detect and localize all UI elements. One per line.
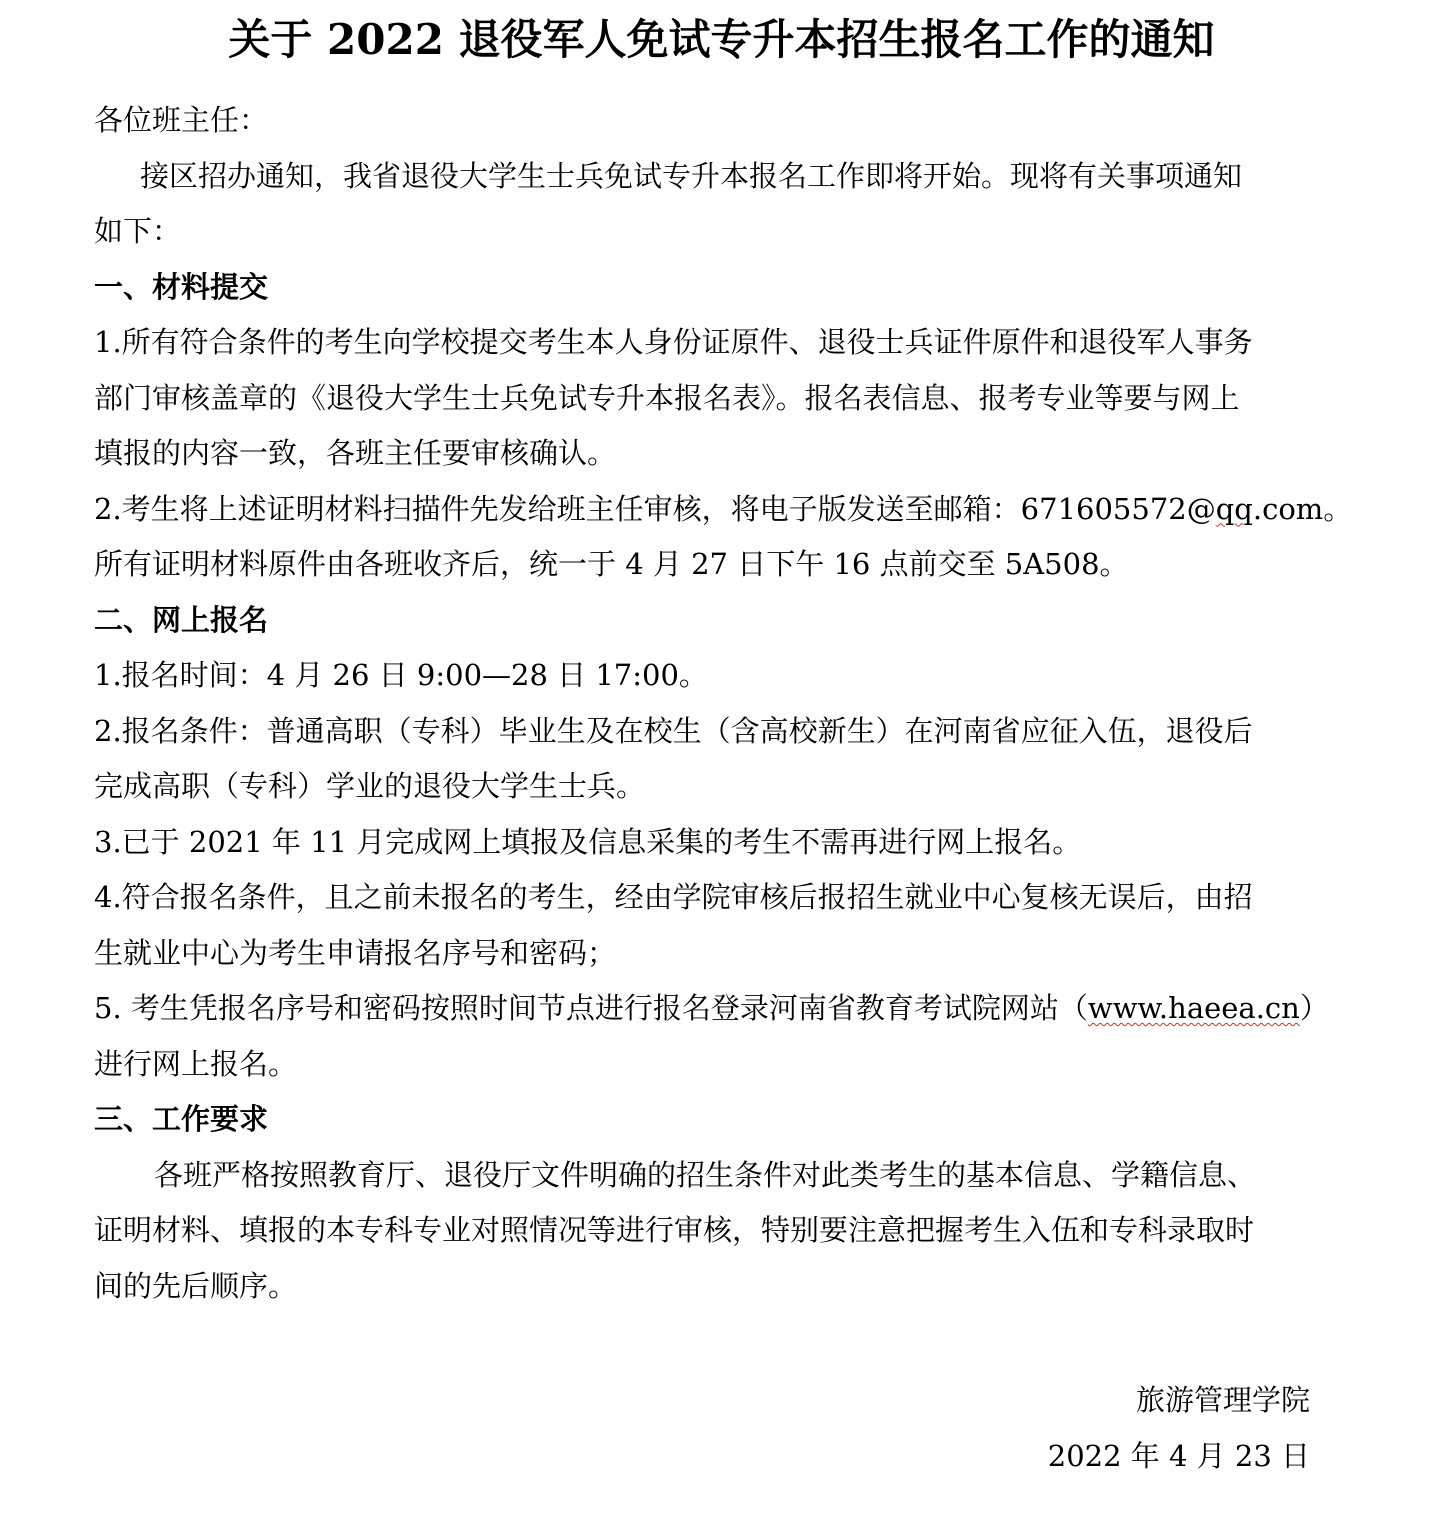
section-1-item-1-line-1: 1.所有符合条件的考生向学校提交考生本人身份证原件、退役士兵证件原件和退役军人事务: [94, 325, 1253, 359]
section-2-item-5-line-1: [94, 981, 1329, 1037]
section-2-item-2-line-1: 2.报名条件：普通高职（专科）毕业生及在校生（含高校新生）在河南省应征入伍，退役后: [94, 713, 1253, 748]
page-title: 关于 2022 退役军人免试专升本招生报名工作的通知: [228, 15, 1215, 64]
item-5-text: 5. 考生凭报名序号和密码按照时间节点进行报名登录河南省教育考试院网站（: [94, 991, 1088, 1025]
section-3-para-line-2: 证明材料、填报的本专科专业对照情况等进行审核，特别要注意把握考生入伍和专科录取时: [94, 1213, 1255, 1247]
section-3-para-line-3: 间的先后顺序。: [94, 1268, 298, 1303]
section-2-item-4-line-2: 生就业中心为考生申请报名序号和密码；: [94, 935, 617, 970]
section-1-item-2-line-2: 所有证明材料原件由各班收齐后，统一于 4 月 27 日下午 16 点前交至 5A508。: [94, 547, 1129, 581]
section-1-item-2-line-1: [94, 482, 1353, 538]
section-2-item-2-line-2: 完成高职（专科）学业的退役大学生士兵。: [94, 769, 646, 803]
intro-line-2: 如下：: [94, 214, 182, 248]
item-2-text: 2.考生将上述证明材料扫描件先发给班主任审核，将电子版发送至邮箱：671605572@: [94, 491, 1216, 526]
section-2-item-5-line-2: 进行网上报名。: [94, 1046, 298, 1081]
item-5-suffix: ）: [1299, 991, 1329, 1025]
section-1-item-1-line-2: 部门审核盖章的《退役大学生士兵免试专升本报名表》。报名表信息、报考专业等要与网上: [94, 380, 1240, 415]
website-url: www.haeea.cn: [1087, 991, 1300, 1025]
section-2-item-1: 1.报名时间：4 月 26 日 9:00—28 日 17:00。: [94, 658, 708, 692]
section-2-heading: 二、网上报名: [94, 602, 269, 637]
item-2-suffix: .com。: [1252, 491, 1353, 526]
section-2-item-4-line-1: 4.符合报名条件，且之前未报名的考生，经由学院审核后报招生就业中心复核无误后，由招: [94, 880, 1253, 914]
signature-org: 旅游管理学院: [1135, 1383, 1310, 1417]
section-2-item-3: 3.已于 2021 年 11 月完成网上填报及信息采集的考生不需再进行网上报名。: [94, 824, 1082, 859]
intro-line-1: 接区招办通知，我省退役大学生士兵免试专升本报名工作即将开始。现将有关事项通知: [140, 158, 1243, 193]
section-3-para-line-1: 各班严格按照教育厅、退役厅文件明确的招生条件对此类考生的基本信息、学籍信息、: [154, 1157, 1257, 1192]
email-domain: qq: [1215, 491, 1253, 526]
section-1-heading: 一、材料提交: [94, 269, 269, 304]
section-1-item-1-line-3: 填报的内容一致，各班主任要审核确认。: [94, 436, 617, 470]
greeting: 各位班主任：: [94, 103, 269, 137]
document-body: [94, 93, 1353, 1314]
section-3-heading: 三、工作要求: [94, 1102, 269, 1136]
signature-date: 2022 年 4 月 23 日: [1047, 1439, 1310, 1473]
